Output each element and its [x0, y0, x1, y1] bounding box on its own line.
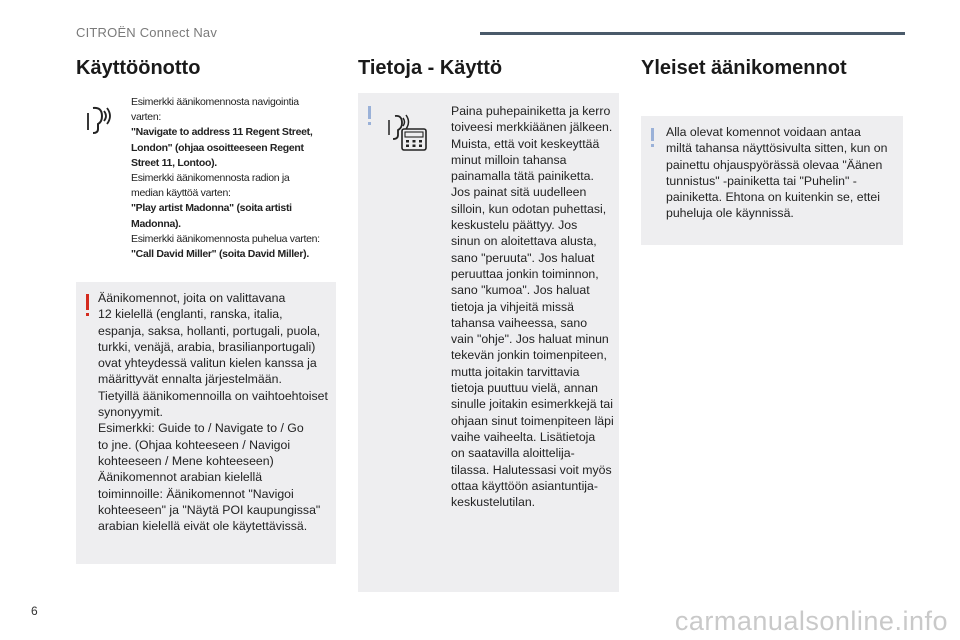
- example-nav-command-2: London" (ohjaa osoitteeseen Regent: [131, 141, 304, 154]
- page-number: 6: [31, 604, 38, 618]
- info-line: tietoja ja vihjeitä missä: [451, 299, 575, 314]
- warning-line: synonyymit.: [98, 405, 163, 420]
- example-media-question-2: median käyttöä varten:: [131, 187, 231, 200]
- warning-line: Äänikomennot arabian kielellä: [98, 470, 263, 485]
- info-line: ottaa käyttöön asiantuntija-: [451, 478, 598, 493]
- info-usage-text: [451, 103, 619, 510]
- info-line: tietoja puuttuu vielä, annan: [451, 381, 598, 396]
- warning-line: turkki, venäjä, arabia, brasilianportugali): [98, 339, 316, 354]
- section-title-kayttoonotto: Käyttöönotto: [76, 57, 201, 79]
- warning-line: määrittyvät ennalta järjestelmään.: [98, 372, 282, 387]
- warning-line: to jne. (Ohjaa kohteeseen / Navigoi: [98, 437, 291, 452]
- info-line: ohjaan sinut toimenpiteen läpi: [451, 413, 614, 428]
- info-line: toiveesi merkkiäänen jälkeen.: [451, 120, 613, 135]
- info-line: peruuttaa jonkin toiminnon,: [451, 266, 599, 281]
- info-line: tahansa vaiheessa, sano: [451, 315, 588, 330]
- info-line: Paina puhepainiketta ja kerro: [451, 104, 611, 118]
- voice-command-icon: [84, 103, 114, 137]
- info-line: painiketta. Ehtona on kuitenkin se, ettei: [666, 190, 880, 205]
- warning-box: [76, 282, 336, 564]
- info-line: tekevän jonkin toimenpiteen,: [451, 348, 607, 363]
- watermark: carmanualsonline.info: [674, 606, 948, 636]
- example-nav-command-3: Street 11, Lontoo).: [131, 156, 217, 169]
- info-line: vaihe vaiheelta. Lisätietoja: [451, 429, 596, 444]
- steering-wheel-phone-button-icon: [387, 112, 429, 152]
- example-nav-command-1: "Navigate to address 11 Regent Street,: [131, 126, 313, 139]
- info-general-text: [666, 124, 901, 222]
- voice-examples-text: [131, 95, 336, 262]
- section-title-yleiset-aanikomennot: Yleiset äänikomennot: [641, 57, 847, 79]
- info-line: vain "ohje". Jos haluat minun: [451, 332, 609, 347]
- warning-line: toiminnoille: Äänikomennot "Navigoi: [98, 486, 294, 501]
- info-line: keskustelutilan.: [451, 495, 536, 510]
- info-line: sano "kumoa". Jos haluat: [451, 283, 590, 298]
- info-line: mutta joitakin tarvittavia: [451, 364, 580, 379]
- warning-line: ovat yhteydessä valitun kielen kanssa ja: [98, 356, 317, 371]
- warning-marker-dot: [86, 313, 89, 316]
- warning-line: Tietyillä äänikomennoilla on vaihtoehtoiset: [98, 388, 328, 403]
- example-media-question-1: Esimerkki äänikomennosta radion ja: [131, 172, 290, 185]
- warning-line: 12 kielellä (englanti, ranska, italia,: [98, 307, 283, 322]
- header-bar: [480, 32, 905, 35]
- example-media-command-2: Madonna).: [131, 217, 181, 230]
- info-line: keskustelu päättyy. Jos: [451, 218, 578, 233]
- info-box-usage: [358, 93, 619, 592]
- info-marker-icon: [368, 106, 371, 119]
- section-title-tietoja-kaytto: Tietoja - Käyttö: [358, 57, 503, 79]
- info-line: painamalla tätä painiketta.: [451, 169, 594, 184]
- example-media-command-1: "Play artist Madonna" (soita artisti: [131, 202, 292, 215]
- warning-line: Äänikomennot, joita on valittavana: [98, 291, 286, 305]
- info-marker-dot: [368, 122, 371, 125]
- warning-line: espanja, saksa, hollanti, portugali, puola,: [98, 323, 321, 338]
- info-line: miltä tahansa näyttösivulta sitten, kun on: [666, 141, 888, 156]
- info-box-general: [641, 116, 903, 245]
- warning-line: arabian kielellä eivät ole käytettävissä.: [98, 519, 308, 534]
- info-marker-dot: [651, 144, 654, 147]
- info-line: sinun on aloitettava alusta,: [451, 234, 597, 249]
- info-line: Jos painat sitä uudelleen: [451, 185, 587, 200]
- info-line: sano "peruuta". Jos haluat: [451, 250, 595, 265]
- info-line: on saatavilla aloittelija-: [451, 446, 575, 461]
- warning-line: Esimerkki: Guide to / Navigate to / Go: [98, 421, 304, 436]
- info-line: puheluja ole käynnissä.: [666, 206, 794, 221]
- info-line: Alla olevat komennot voidaan antaa: [666, 125, 861, 139]
- example-call-command-1: "Call David Miller" (soita David Miller).: [131, 248, 309, 261]
- header-brand: CITROËN Connect Nav: [76, 25, 218, 40]
- example-nav-question-1: Esimerkki äänikomennosta navigointia: [131, 96, 299, 108]
- example-nav-question-2: varten:: [131, 111, 161, 124]
- info-line: tunnistus" -painiketta tai "Puhelin" -: [666, 173, 857, 188]
- warning-marker-icon: [86, 294, 89, 310]
- warning-text: [98, 290, 334, 534]
- info-line: sinulle joitakin esimerkkejä tai: [451, 397, 613, 412]
- info-line: painettu ohjauspyörässä olevaa "Äänen: [666, 157, 883, 172]
- info-marker-icon: [651, 128, 654, 141]
- info-line: silloin, kun odotan puhettasi,: [451, 201, 607, 216]
- info-line: minut milloin tahansa: [451, 152, 567, 167]
- warning-line: kohteeseen / Mene kohteeseen): [98, 453, 274, 468]
- info-line: Muista, että voit keskeyttää: [451, 136, 600, 151]
- example-call-question-1: Esimerkki äänikomennosta puhelua varten:: [131, 232, 320, 245]
- warning-line: kohteeseen" ja "Näytä POI kaupungissa": [98, 502, 321, 517]
- info-line: tilassa. Halutessasi voit myös: [451, 462, 612, 477]
